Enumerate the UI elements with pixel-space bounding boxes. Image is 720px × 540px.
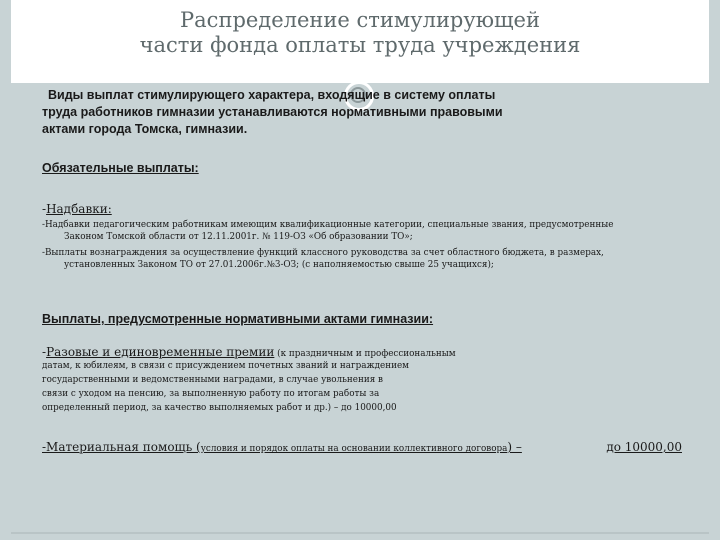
nadbavki-label <box>42 202 112 216</box>
gymnasium-heading: Выплаты, предусмотренные нормативными актами гимназии: <box>42 312 434 326</box>
premii-prefix: - <box>42 345 47 359</box>
material-aid-line <box>42 440 682 454</box>
mandatory-heading: Обязательные выплаты: <box>42 161 199 175</box>
premii-label: Разовые и единовременные премии <box>46 345 275 359</box>
slide-title-line-2: части фонда оплаты труда учреждения <box>139 33 581 57</box>
nadbavki-text: Надбавки: <box>46 202 112 216</box>
mandatory-item-1 <box>42 219 692 243</box>
item2-line-1: -Выплаты вознаграждения за осуществление функций классного руководства за счет областного бюджета, в размерах, <box>42 248 604 258</box>
slide-title-line-1: Распределение стимулирующей <box>180 8 540 32</box>
item1-line-2: Законом Томской области от 12.11.2001г. № 119-ОЗ «Об образовании ТО»; <box>64 232 413 242</box>
material-conditions: условия и порядок оплаты на основании коллективного договора <box>200 444 508 454</box>
premii-block <box>42 345 522 415</box>
material-label: -Материальная помощь ( <box>42 440 201 454</box>
mandatory-item-2 <box>42 247 692 271</box>
title-band <box>11 0 709 83</box>
intro-line-2: труда работников гимназии устанавливаются нормативными правовыми <box>42 105 503 119</box>
nadbavki-prefix: - <box>42 202 47 216</box>
material-tail: ) – <box>507 440 522 454</box>
material-amount: до 10000,00 <box>606 440 682 454</box>
intro-line-1: Виды выплат стимулирующего характера, входящие в систему оплаты <box>48 88 496 102</box>
content-panel <box>11 83 709 520</box>
premii-lead <box>42 345 522 359</box>
bottom-bar <box>0 520 720 540</box>
premii-line-4: определенный период, за качество выполняемых работ и др.) – до 10000,00 <box>42 403 397 413</box>
right-border-bar <box>709 0 720 540</box>
premii-note: (к праздничным и профессиональным <box>274 349 456 359</box>
premii-line-3: связи с уходом на пенсию, за выполненную работу по итогам работы за <box>42 389 380 399</box>
premii-line-2: государственными и ведомственными наградами, в случае увольнения в <box>42 375 383 385</box>
item1-line-1: -Надбавки педагогическим работникам имеющим квалификационные категории, специальные звания, предусмотренные <box>42 220 614 230</box>
premii-body <box>42 359 522 415</box>
left-border-bar <box>0 0 11 540</box>
item2-line-2: установленных Законом ТО от 27.01.2006г.№3-ОЗ; (с наполняемостью свыше 25 учащихся); <box>64 260 494 270</box>
intro-paragraph <box>42 87 602 138</box>
premii-line-1: датам, к юбилеям, в связи с присуждением почетных званий и награждением <box>42 361 409 371</box>
intro-line-3: актами города Томска, гимназии. <box>42 122 248 136</box>
